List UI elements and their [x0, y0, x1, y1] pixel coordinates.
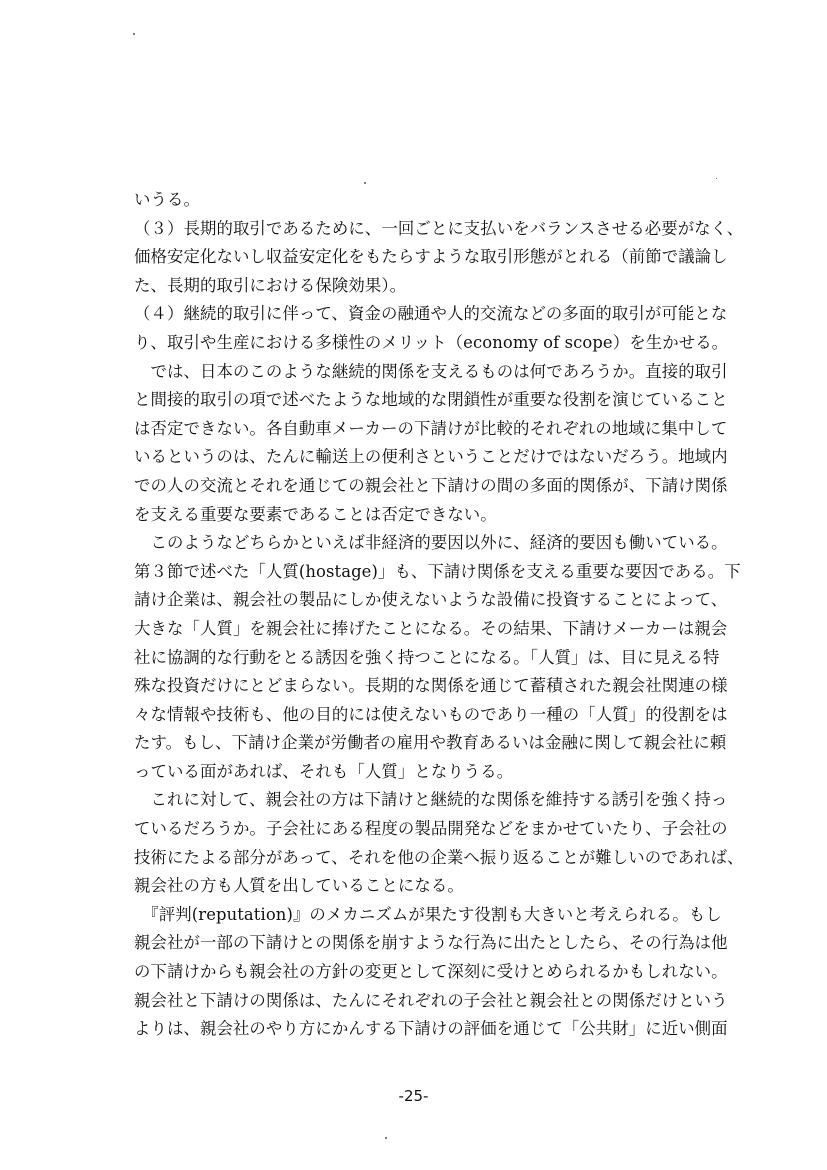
scan-speck: [364, 182, 366, 184]
text-line: り、取引や生産における多様性のメリット（economy of scope）を生かせる。: [134, 332, 729, 352]
text-line: っている面があれば、それも「人質」となりうる。: [134, 761, 514, 781]
text-line: 技術にたよる部分があって、それを他の企業へ振り返ることが難しいのであれば、: [134, 847, 744, 867]
text-line: このようなどちらかといえば非経済的要因以外に、経済的要因も働いている。: [134, 533, 728, 553]
text-line: と間接的取引の項で述べたような地域的な閉鎖性が重要な役割を演じていること: [134, 390, 728, 410]
scan-speck: [133, 33, 135, 35]
text-line: での人の交流とそれを通じての親会社と下請けの間の多面的関係が、下請け関係: [134, 475, 728, 495]
text-line: （４）継続的取引に伴って、資金の融通や人的交流などの多面的取引が可能とな: [134, 304, 728, 324]
text-line: 親会社と下請けの関係は、たんにそれぞれの子会社と親会社との関係だけという: [134, 990, 728, 1010]
text-line: は否定できない。各自動車メーカーの下請けが比較的それぞれの地域に集中して: [134, 418, 728, 438]
text-line: よりは、親会社のやり方にかんする下請けの評価を通じて「公共財」に近い側面: [134, 1019, 728, 1039]
scan-speck: [716, 178, 717, 179]
text-line: 々な情報や技術も、他の目的には使えないものであり一種の「人質」的役割をは: [134, 704, 728, 724]
text-line: 第３節で述べた「人質(hostage)」も、下請け関係を支える重要な要因である。下: [134, 561, 741, 581]
text-line: （３）長期的取引であるために、一回ごとに支払いをバランスさせる必要がなく、: [134, 218, 744, 238]
text-line: を支える重要な要素であることは否定できない。: [134, 504, 497, 524]
page-number: -25-: [398, 1087, 429, 1105]
text-line: 請け企業は、親会社の製品にしか使えないような設備に投資することによって、: [134, 590, 728, 610]
body-text: [134, 186, 744, 1044]
text-line: 大きな「人質」を親会社に捧げたことになる。その結果、下請けメーカーは親会: [134, 618, 728, 638]
text-line: の下請けからも親会社の方針の変更として深刻に受けとめられるかもしれない。: [134, 962, 728, 982]
text-line: 親会社が一部の下請けとの関係を崩すような行為に出たとしたら、その行為は他: [134, 933, 728, 953]
text-line: では、日本のこのような継続的関係を支えるものは何であろうか。直接的取引: [134, 361, 728, 381]
text-line: 殊な投資だけにとどまらない。長期的な関係を通じて蓄積された親会社関連の様: [134, 676, 728, 696]
text-line: いうる。: [134, 190, 200, 209]
text-line: 『評判(reputation)』のメカニズムが果たす役割も大きいと考えられる。もし: [134, 904, 722, 924]
text-line: た、長期的取引における保険効果）。: [134, 275, 407, 295]
text-line: いるというのは、たんに輸送上の便利さということだけではないだろう。地域内: [134, 447, 728, 467]
text-line: 価格安定化ないし収益安定化をもたらすような取引形態がとれる（前節で議論し: [134, 247, 728, 267]
text-line: 親会社の方も人質を出していることになる。: [134, 876, 464, 896]
text-line: ているだろうか。子会社にある程度の製品開発などをまかせていたり、子会社の: [134, 819, 728, 839]
text-line: たす。もし、下請け企業が労働者の雇用や教育あるいは金融に関して親会社に頼: [134, 733, 727, 753]
text-line: これに対して、親会社の方は下請けと継続的な関係を維持する誘引を強く持っ: [134, 790, 728, 810]
scan-speck: [385, 1137, 387, 1139]
text-line: 社に協調的な行動をとる誘因を強く持つことになる。「人質」は、目に見える特: [134, 647, 720, 667]
